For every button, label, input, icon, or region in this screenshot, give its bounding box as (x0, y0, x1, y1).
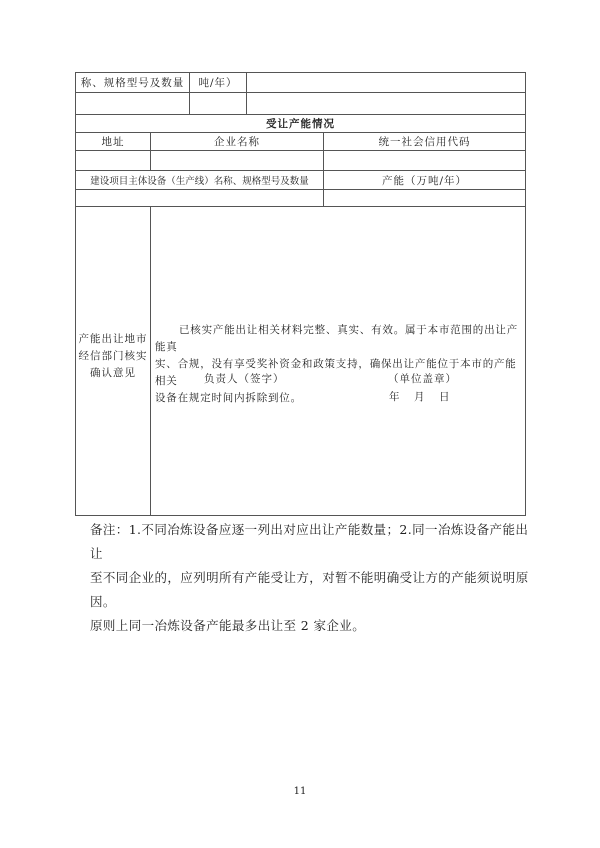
col-divider (150, 206, 151, 516)
address-input[interactable] (76, 151, 150, 170)
remark-line: 原则上同一冶炼设备产能最多出让至 2 家企业。 (90, 618, 366, 633)
signature-label: 负责人（签字） (204, 373, 285, 385)
confirmation-statement (155, 322, 523, 407)
equipment-spec-label: 称、规格型号及数量 (80, 77, 185, 89)
capacity-unit-label: 吨/年） (198, 77, 238, 89)
section-title-transferee: 受让产能情况 (266, 118, 335, 130)
statement-line: 设备在规定时间内拆除到位。 (155, 392, 302, 404)
credit-code-header: 统一社会信用代码 (378, 136, 471, 148)
statement-line: 已核实产能出让相关材料完整、真实、有效。属于本市范围的出让产能真 (155, 324, 518, 353)
date-label: 年 月 日 (389, 391, 452, 403)
row1-value[interactable] (247, 73, 525, 92)
statement-line: 实、合规，没有享受奖补资金和政策支持，确保出让产能位于本市的产能相关 (155, 358, 517, 387)
confirmation-label-line: 产能出让地市 (78, 333, 148, 345)
company-name-header: 企业名称 (214, 136, 260, 148)
capacity-value-input[interactable] (324, 190, 525, 206)
seal-label: （单位盖章） (388, 373, 457, 385)
remark-line: 至不同企业的，应列明所有产能受让方，对暂不能明确受让方的产能须说明原因。 (90, 570, 529, 609)
confirmation-label-line: 经信部门核实 (78, 350, 148, 362)
company-name-input[interactable] (151, 151, 323, 170)
credit-code-input[interactable] (324, 151, 525, 170)
equipment-spec-input[interactable] (76, 93, 189, 114)
equipment-header: 建设项目主体设备（生产线）名称、规格型号及数量 (90, 176, 309, 187)
table-border-right (525, 72, 526, 516)
table-border-bottom (75, 515, 526, 516)
capacity-header: 产能（万吨/年） (381, 174, 468, 187)
address-header: 地址 (101, 136, 125, 148)
remarks (90, 518, 530, 638)
equipment-input[interactable] (76, 190, 323, 206)
row2-value[interactable] (247, 93, 525, 114)
confirmation-label-line: 确认意见 (90, 367, 136, 379)
page-number: 11 (293, 786, 307, 797)
capacity-input[interactable] (190, 93, 246, 114)
row-divider (75, 206, 526, 207)
confirmation-label (76, 331, 150, 382)
remark-line: 备注：1.不同冶炼设备应逐一列出对应出让产能数量；2.同一冶炼设备产能出让 (90, 522, 529, 561)
